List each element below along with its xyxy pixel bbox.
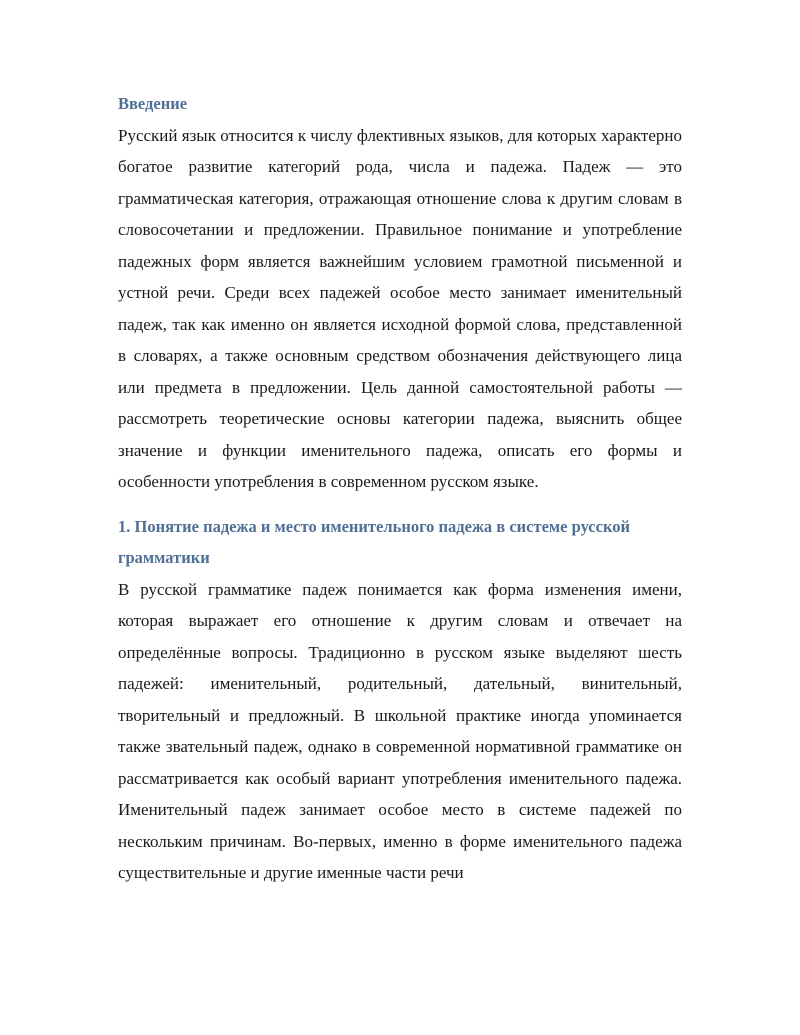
intro-paragraph: Русский язык относится к числу флективных языков, для которых характерно богатое развитие категорий рода, числа и падежа. Падеж — это грамматическая категория, отражающая отношение слова к другим словам в словосочетании и предложении. Правильное понимание и употребление падежных форм является важнейшим условием грамотной письменной и устной речи. Среди всех падежей особое место занимает именительный падеж, так как именно он является исходной формой слова, представленной в словарях, а также основным средством обозначения действующего лица или предмета в предложении. Цель данной самостоятельной работы — рассмотреть теоретические основы категории падежа, выяснить общее значение и функции именительного падежа, описать его формы и особенности употребления в современном русском языке. [118,125,682,491]
document-page [118,88,682,889]
section-1-paragraph: В русской грамматике падеж понимается как форма изменения имени, которая выражает его отношение к другим словам и отвечает на определённые вопросы. Традиционно в русском языке выделяют шесть падежей: именительный, родительный, дательный, винительный, творительный и предложный. В школьной практике иногда упоминается также звательный падеж, однако в современной нормативной грамматике он рассматривается как особый вариант употребления именительного падежа. Именительный падеж занимает особое место в системе падежей по нескольким причинам. Во-первых, именно в форме именительного падежа существительные и другие именные части речи [118,579,682,882]
section-1-heading: 1. Понятие падежа и место именительного падежа в системе русской грамматики [118,516,630,567]
intro-heading: Введение [118,94,188,113]
